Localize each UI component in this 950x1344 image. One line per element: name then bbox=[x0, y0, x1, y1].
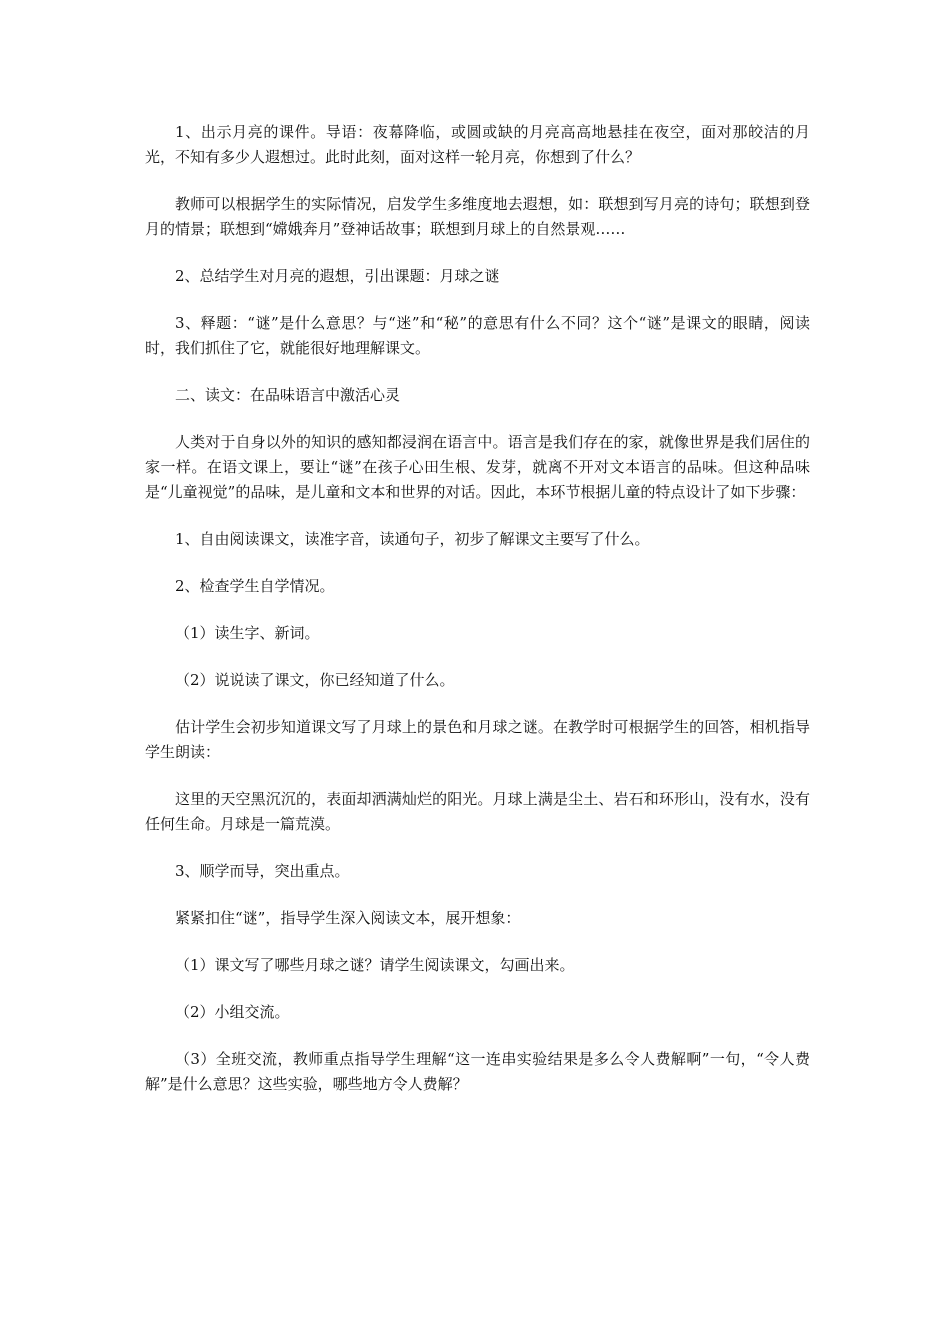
paragraph-6: 人类对于自身以外的知识的感知都浸润在语言中。语言是我们存在的家，就像世界是我们居住的家一样。在语文课上，要让“谜”在孩子心田生根、发芽，就离不开对文本语言的品味。但这种品味是“儿童视觉”的品味，是儿童和文本和世界的对话。因此，本环节根据儿童的特点设计了如下步骤： bbox=[145, 433, 810, 501]
paragraph-1: 1、出示月亮的课件。导语：夜幕降临，或圆或缺的月亮高高地悬挂在夜空，面对那皎洁的月光，不知有多少人遐想过。此时此刻，面对这样一轮月亮，你想到了什么？ bbox=[145, 123, 810, 166]
paragraph-9: （1）读生字、新词。 bbox=[175, 624, 320, 642]
paragraph-12: 这里的天空黑沉沉的，表面却洒满灿烂的阳光。月球上满是尘土、岩石和环形山，没有水，没有任何生命。月球是一篇荒漠。 bbox=[145, 790, 810, 833]
paragraph-17: （3）全班交流，教师重点指导学生理解“这一连串实验结果是多么令人费解啊”一句，“令人费解”是什么意思？这些实验，哪些地方令人费解？ bbox=[145, 1050, 810, 1093]
paragraph-13: 3、顺学而导，突出重点。 bbox=[175, 862, 350, 880]
document-body bbox=[145, 120, 810, 1119]
paragraph-16: （2）小组交流。 bbox=[175, 1003, 290, 1021]
paragraph-4: 3、释题：“谜”是什么意思？与“迷”和“秘”的意思有什么不同？这个“谜”是课文的眼睛，阅读时，我们抓住了它，就能很好地理解课文。 bbox=[145, 314, 810, 357]
paragraph-10: （2）说说读了课文，你已经知道了什么。 bbox=[175, 671, 455, 689]
paragraph-14: 紧紧扣住“谜”，指导学生深入阅读文本，展开想象： bbox=[175, 909, 521, 927]
paragraph-3: 2、总结学生对月亮的遐想，引出课题：月球之谜 bbox=[175, 267, 500, 285]
paragraph-8: 2、检查学生自学情况。 bbox=[175, 577, 335, 595]
paragraph-2: 教师可以根据学生的实际情况，启发学生多维度地去遐想，如：联想到写月亮的诗句；联想到登月的情景；联想到“嫦娥奔月”登神话故事；联想到月球上的自然景观…… bbox=[145, 195, 810, 238]
paragraph-15: （1）课文写了哪些月球之谜？请学生阅读课文，勾画出来。 bbox=[175, 956, 575, 974]
paragraph-7: 1、自由阅读课文，读准字音，读通句子，初步了解课文主要写了什么。 bbox=[175, 530, 650, 548]
section-heading-2: 二、读文：在品味语言中激活心灵 bbox=[175, 386, 401, 404]
paragraph-11: 估计学生会初步知道课文写了月球上的景色和月球之谜。在教学时可根据学生的回答，相机指导学生朗读： bbox=[145, 718, 810, 761]
